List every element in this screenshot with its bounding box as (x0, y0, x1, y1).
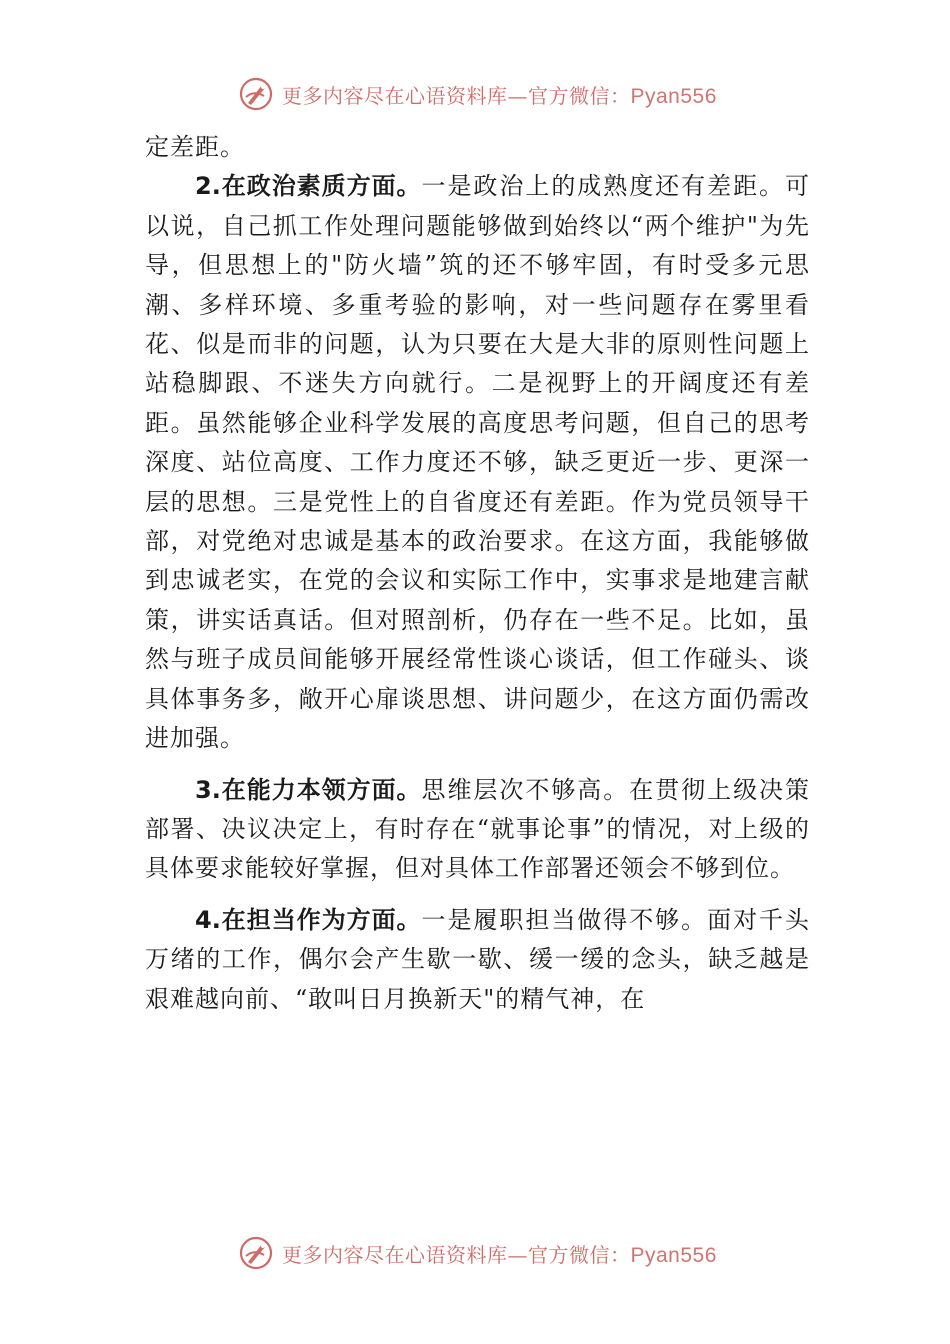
header-watermark (238, 74, 738, 114)
paragraph-heading: 4.在担当作为方面。 (195, 905, 422, 934)
paragraph-heading: 2.在政治素质方面。 (195, 172, 422, 201)
paragraph-ability (145, 771, 810, 889)
paragraph-continuation (145, 128, 810, 167)
watermark-label (282, 1239, 717, 1268)
paragraph-political-quality (145, 167, 810, 758)
pen-nib-circle-icon (238, 1235, 274, 1271)
watermark-text: 更多内容尽在心语资料库—官方微信： (282, 83, 631, 108)
paragraph-text: 一是政治上的成熟度还有差距。可以说，自己抓工作处理问题能够做到始终以“两个维护"为先导，但思想上的"防火墙”筑的还不够牢固，有时受多元思潮、多样环境、多重考验的影响，对一些问题存在雾里看花、似是而非的问题，认为只要在大是大非的原则性问题上站稳脚跟、不迷失方向就行。二是视野上的开阔度还有差距。虽然能够企业科学发展的高度思考问题，但自己的思考深度、站位高度、工作力度还不够，缺乏更近一步、更深一层的思想。三是党性上的自省度还有差距。作为党员领导干部，对党绝对忠诚是基本的政治要求。在这方面，我能够做到忠诚老实，在党的会议和实际工作中，实事求是地建言献策，讲实话真话。但对照剖析，仍存在一些不足。比如，虽然与班子成员间能够开展经常性谈心谈话，但工作碰头、谈具体事务多，敞开心扉谈思想、讲问题少，在这方面仍需改进加强。 (145, 172, 810, 753)
watermark-label (282, 80, 717, 109)
watermark-text: 更多内容尽在心语资料库—官方微信： (282, 1242, 631, 1267)
paragraph-text: 定差距。 (145, 133, 245, 161)
pen-nib-circle-icon (238, 76, 274, 112)
paragraph-text: 思维层次不够高。在贯彻上级决策部署、决议决定上，有时存在“就事论事”的情况，对上级的具体要求能较好掌握，但对具体工作部署还领会不够到位。 (145, 775, 810, 883)
paragraph-responsibility (145, 901, 810, 1019)
document-body (145, 128, 810, 1031)
paragraph-heading: 3.在能力本领方面。 (195, 775, 422, 804)
wechat-id: Pyan556 (630, 84, 717, 108)
wechat-id: Pyan556 (630, 1243, 717, 1267)
footer-watermark (238, 1233, 738, 1273)
paragraph-text: 一是履职担当做得不够。面对千头万绪的工作，偶尔会产生歇一歇、缓一缓的念头，缺乏越是艰难越向前、“敢叫日月换新天"的精气神，在 (145, 905, 810, 1013)
